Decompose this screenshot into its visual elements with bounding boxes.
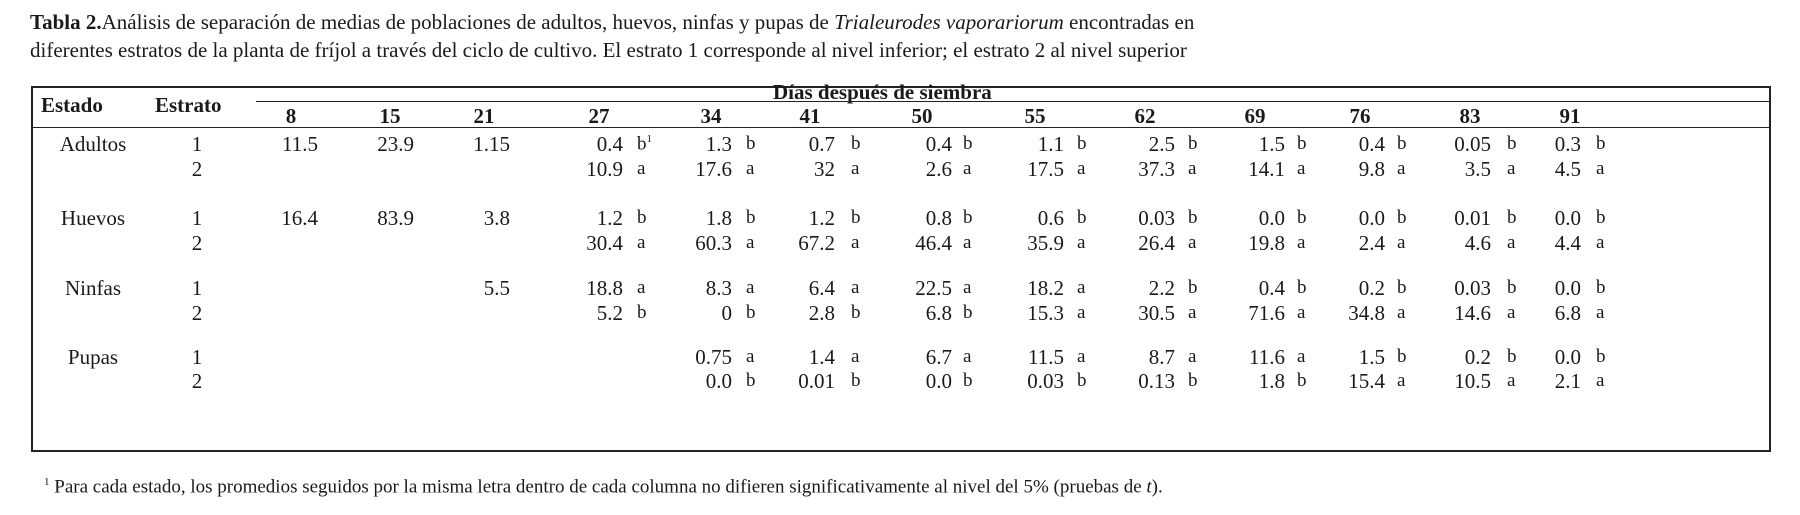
estrato-value: 2 xyxy=(191,369,203,393)
table-cell: 0.2 xyxy=(1358,276,1385,300)
footnote-marker: 1 xyxy=(44,476,50,488)
table-cell: 1.5 xyxy=(1258,132,1285,156)
significance-letter: a xyxy=(1297,302,1306,323)
significance-letter: a xyxy=(1596,158,1605,179)
table-cell: 17.6 xyxy=(695,157,732,181)
significance-letter: a xyxy=(1297,232,1306,253)
significance-letter: a xyxy=(746,232,755,253)
table-cell: 5.5 xyxy=(483,276,510,300)
significance-letter: b xyxy=(1077,133,1087,154)
table-cell: 11.6 xyxy=(1249,345,1285,369)
estado-label-ninfas: Ninfas xyxy=(65,276,121,300)
day-header-62: 62 xyxy=(1134,104,1156,128)
table-cell: 6.8 xyxy=(925,301,952,325)
table-cell: 0.03 xyxy=(1138,206,1175,230)
table-cell: 2.4 xyxy=(1358,231,1385,255)
footnote-t: t xyxy=(1146,476,1152,498)
significance-letter: a xyxy=(1397,370,1406,391)
table-cell: 15.3 xyxy=(1027,301,1064,325)
table-cell: 0.05 xyxy=(1454,132,1491,156)
significance-letter: b xyxy=(1507,207,1517,228)
significance-letter: b xyxy=(1397,207,1407,228)
table-cell: 0.8 xyxy=(925,206,952,230)
day-header-55: 55 xyxy=(1024,104,1046,128)
significance-letter: b xyxy=(1507,346,1517,367)
table-caption xyxy=(30,8,1770,64)
significance-letter: b xyxy=(1188,133,1198,154)
significance-letter: a xyxy=(1077,158,1086,179)
table-cell: 1.2 xyxy=(596,206,623,230)
significance-letter: b xyxy=(1596,277,1606,298)
caption-text-a: Análisis de separación de medias de poblaciones de adultos, huevos, ninfas y pupas de xyxy=(101,10,835,34)
significance-letter: a xyxy=(1188,232,1197,253)
significance-letter: b xyxy=(851,133,861,154)
day-header-8: 8 xyxy=(285,104,297,128)
caption-species: Trialeurodes vaporariorum xyxy=(834,10,1064,34)
table-cell: 0.4 xyxy=(1258,276,1285,300)
header-rule-upper xyxy=(256,101,1769,102)
footnote-text: Para cada estado, los promedios seguidos por la misma letra dentro de cada columna no difieren significativamente al nivel del 5% (pruebas de xyxy=(54,476,1147,498)
table-cell: 60.3 xyxy=(695,231,732,255)
significance-letter: b xyxy=(963,207,973,228)
significance-letter: b xyxy=(1297,370,1307,391)
significance-letter: b xyxy=(1077,370,1087,391)
table-cell: 19.8 xyxy=(1248,231,1285,255)
table-cell: 0.03 xyxy=(1454,276,1491,300)
significance-letter: a xyxy=(1077,277,1086,298)
table-cell: 8.7 xyxy=(1148,345,1175,369)
significance-letter: b xyxy=(1188,207,1198,228)
estado-label-adultos: Adultos xyxy=(59,132,127,156)
significance-letter: a xyxy=(1397,302,1406,323)
significance-letter: a xyxy=(1397,158,1406,179)
table-cell: 26.4 xyxy=(1138,231,1175,255)
significance-letter: b xyxy=(637,207,647,228)
caption-text-b: encontradas en xyxy=(1063,10,1195,34)
significance-letter: b xyxy=(746,370,756,391)
significance-letter: b xyxy=(746,302,756,323)
significance-letter: a xyxy=(851,346,860,367)
significance-letter: a xyxy=(637,158,646,179)
table-cell: 1.2 xyxy=(808,206,835,230)
table-cell: 1.5 xyxy=(1358,345,1385,369)
significance-letter: a xyxy=(637,232,646,253)
footnote xyxy=(44,476,1163,498)
day-header-34: 34 xyxy=(700,104,722,128)
table-cell: 2.8 xyxy=(808,301,835,325)
day-header-41: 41 xyxy=(799,104,821,128)
table-cell: 67.2 xyxy=(798,231,835,255)
significance-letter: b xyxy=(1596,207,1606,228)
table-cell: 18.8 xyxy=(586,276,623,300)
table-cell: 9.8 xyxy=(1358,157,1385,181)
significance-letter: a xyxy=(1596,370,1605,391)
table-cell: 0.01 xyxy=(1454,206,1491,230)
table-cell: 0.4 xyxy=(1358,132,1385,156)
significance-letter: a xyxy=(1507,302,1516,323)
table-cell: 8.3 xyxy=(705,276,732,300)
table-cell: 3.5 xyxy=(1464,157,1491,181)
day-header-15: 15 xyxy=(379,104,401,128)
table-cell: 11.5 xyxy=(282,132,318,156)
table-cell: 11.5 xyxy=(1028,345,1064,369)
caption-label: Tabla 2. xyxy=(30,10,102,34)
table-cell: 71.6 xyxy=(1248,301,1285,325)
table-cell: 0.0 xyxy=(1358,206,1385,230)
significance-letter: a xyxy=(1507,232,1516,253)
data-table xyxy=(31,80,1771,452)
table-cell: 4.6 xyxy=(1464,231,1491,255)
table-cell: 17.5 xyxy=(1027,157,1064,181)
significance-letter: b xyxy=(963,370,973,391)
day-header-50: 50 xyxy=(911,104,933,128)
day-header-76: 76 xyxy=(1349,104,1371,128)
significance-letter: b xyxy=(746,207,756,228)
significance-letter: a xyxy=(746,158,755,179)
significance-letter: b xyxy=(963,133,973,154)
table-cell: 32 xyxy=(814,157,835,181)
significance-letter: $b^1$ xyxy=(637,133,652,155)
significance-letter: b xyxy=(1596,346,1606,367)
estado-label-huevos: Huevos xyxy=(60,206,126,230)
day-header-69: 69 xyxy=(1244,104,1266,128)
footnote-end: ). xyxy=(1151,476,1163,498)
table-cell: 22.5 xyxy=(915,276,952,300)
header-estrato: Estrato xyxy=(155,93,222,117)
table-cell: 0.7 xyxy=(808,132,835,156)
table-cell: 0.0 xyxy=(705,369,732,393)
significance-letter: a xyxy=(637,277,646,298)
footnote-ref: 1 xyxy=(646,133,652,145)
table-cell: 16.4 xyxy=(281,206,318,230)
significance-letter: b xyxy=(851,207,861,228)
significance-letter: a xyxy=(963,232,972,253)
significance-letter: b xyxy=(851,302,861,323)
estrato-value: 2 xyxy=(191,231,203,255)
significance-letter: b xyxy=(1507,133,1517,154)
table-cell: 0.13 xyxy=(1138,369,1175,393)
table-cell: 2.1 xyxy=(1554,369,1581,393)
significance-letter: a xyxy=(851,277,860,298)
significance-letter: b xyxy=(1596,133,1606,154)
significance-letter: a xyxy=(851,158,860,179)
significance-letter: b xyxy=(1297,133,1307,154)
table-cell: 5.2 xyxy=(596,301,623,325)
table-cell: 6.7 xyxy=(925,345,952,369)
table-cell: 0.4 xyxy=(596,132,623,156)
table-cell: 23.9 xyxy=(377,132,414,156)
significance-letter: a xyxy=(963,277,972,298)
significance-letter: b xyxy=(1507,277,1517,298)
significance-letter: a xyxy=(1077,302,1086,323)
table-cell: 1.8 xyxy=(1258,369,1285,393)
table-cell: 30.5 xyxy=(1138,301,1175,325)
day-header-91: 91 xyxy=(1559,104,1581,128)
table-cell: 14.1 xyxy=(1248,157,1285,181)
table-cell: 35.9 xyxy=(1027,231,1064,255)
header-dias: Días después de siembra xyxy=(773,80,992,104)
significance-letter: b xyxy=(1397,277,1407,298)
table-cell: 3.8 xyxy=(483,206,510,230)
estrato-value: 2 xyxy=(191,301,203,325)
table-cell: 4.5 xyxy=(1554,157,1581,181)
header-estado: Estado xyxy=(41,93,103,117)
significance-letter: b xyxy=(746,133,756,154)
table-cell: 1.15 xyxy=(473,132,510,156)
estrato-value: 2 xyxy=(191,157,203,181)
significance-letter: a xyxy=(1297,158,1306,179)
table-cell: 30.4 xyxy=(586,231,623,255)
significance-letter: a xyxy=(1596,232,1605,253)
table-cell: 34.8 xyxy=(1348,301,1385,325)
table-cell: 0.03 xyxy=(1027,369,1064,393)
table-cell: 2.6 xyxy=(925,157,952,181)
table-cell: 10.5 xyxy=(1454,369,1491,393)
table-cell: 0.0 xyxy=(925,369,952,393)
significance-letter: b xyxy=(1397,133,1407,154)
significance-letter: b xyxy=(1188,370,1198,391)
table-cell: 4.4 xyxy=(1554,231,1581,255)
significance-letter: a xyxy=(1188,346,1197,367)
table-cell: 37.3 xyxy=(1138,157,1175,181)
table-cell: 1.1 xyxy=(1037,132,1064,156)
significance-letter: b xyxy=(1397,346,1407,367)
significance-letter: b xyxy=(1188,277,1198,298)
significance-letter: a xyxy=(1188,302,1197,323)
significance-letter: a xyxy=(746,277,755,298)
table-cell: 46.4 xyxy=(915,231,952,255)
table-cell: 0.0 xyxy=(1554,206,1581,230)
significance-letter: a xyxy=(1077,346,1086,367)
table-cell: 1.8 xyxy=(705,206,732,230)
significance-letter: a xyxy=(1507,158,1516,179)
significance-letter: b xyxy=(963,302,973,323)
significance-letter: b xyxy=(637,302,647,323)
table-cell: 83.9 xyxy=(377,206,414,230)
estrato-value: 1 xyxy=(191,345,203,369)
table-cell: 6.4 xyxy=(808,276,835,300)
table-cell: 18.2 xyxy=(1027,276,1064,300)
day-header-21: 21 xyxy=(473,104,495,128)
caption-line-2: diferentes estratos de la planta de fríjol a través del ciclo de cultivo. El estrato 1 corresponde al nivel inferior; el estrato 2 al nivel superior xyxy=(30,38,1187,62)
table-cell: 10.9 xyxy=(586,157,623,181)
estado-label-pupas: Pupas xyxy=(67,345,119,369)
caption-line-1 xyxy=(30,8,1770,36)
table-cell: 2.2 xyxy=(1148,276,1175,300)
table-cell: 14.6 xyxy=(1454,301,1491,325)
significance-letter: a xyxy=(1397,232,1406,253)
significance-letter: a xyxy=(851,232,860,253)
table-cell: 0 xyxy=(721,301,732,325)
significance-letter: a xyxy=(1188,158,1197,179)
table-cell: 0.0 xyxy=(1258,206,1285,230)
significance-letter: a xyxy=(1297,346,1306,367)
table-cell: 0.6 xyxy=(1037,206,1064,230)
table-cell: 0.0 xyxy=(1554,276,1581,300)
estrato-value: 1 xyxy=(191,276,203,300)
significance-letter: a xyxy=(963,346,972,367)
table-cell: 0.75 xyxy=(695,345,732,369)
significance-letter: b xyxy=(1297,277,1307,298)
significance-letter: b xyxy=(1077,207,1087,228)
significance-letter: b xyxy=(851,370,861,391)
table-cell: 0.0 xyxy=(1554,345,1581,369)
significance-letter: a xyxy=(963,158,972,179)
significance-letter: a xyxy=(1596,302,1605,323)
table-cell: 0.01 xyxy=(798,369,835,393)
table-cell: 2.5 xyxy=(1148,132,1175,156)
table-cell: 0.4 xyxy=(925,132,952,156)
significance-letter: a xyxy=(1077,232,1086,253)
significance-letter: a xyxy=(1507,370,1516,391)
table-cell: 15.4 xyxy=(1348,369,1385,393)
significance-letter: b xyxy=(1297,207,1307,228)
day-header-27: 27 xyxy=(588,104,610,128)
table-cell: 1.4 xyxy=(808,345,835,369)
estrato-value: 1 xyxy=(191,206,203,230)
table-cell: 6.8 xyxy=(1554,301,1581,325)
table-cell: 1.3 xyxy=(705,132,732,156)
table-cell: 0.2 xyxy=(1464,345,1491,369)
table-cell: 0.3 xyxy=(1554,132,1581,156)
estrato-value: 1 xyxy=(191,132,203,156)
significance-letter: a xyxy=(746,346,755,367)
day-header-83: 83 xyxy=(1459,104,1481,128)
